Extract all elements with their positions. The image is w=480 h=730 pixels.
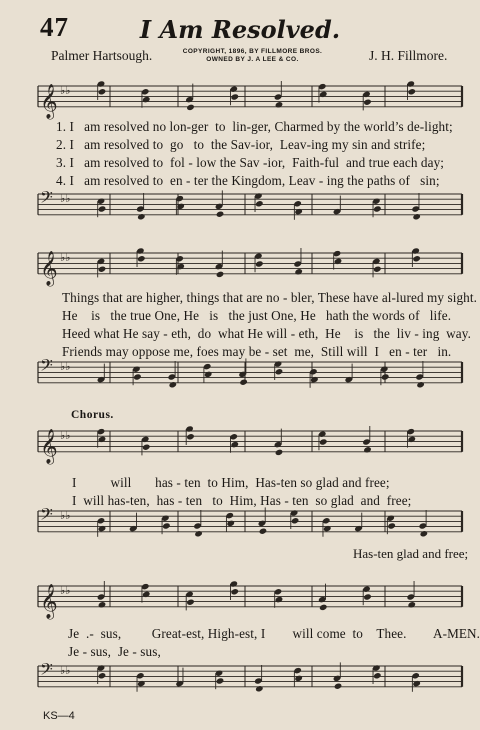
note-head (137, 213, 146, 220)
note-head (230, 441, 239, 448)
note-head (137, 255, 146, 262)
bass-clef: 𝄢 (40, 187, 53, 211)
note-head (416, 381, 425, 388)
chorus-bass-line-2: Je - sus, Je - sus, (68, 644, 161, 659)
note-head (420, 530, 429, 537)
note-head (98, 88, 107, 95)
note-head (363, 446, 372, 453)
chorus-label: Chorus. (71, 409, 114, 421)
verse-1-line-2: Things that are higher, things that are no - bler, These have al-lured my sight. (62, 290, 478, 305)
flat-key-signature: ♭♭ (60, 509, 71, 522)
note-head (334, 683, 343, 690)
note-head (323, 525, 332, 532)
note-head (142, 96, 151, 103)
staff-system-3-treble (0, 423, 480, 464)
note-head (98, 672, 107, 679)
note-head (169, 381, 178, 388)
note-head (373, 266, 382, 273)
page-footer: KS—4 (43, 710, 75, 722)
copyright-line-2: OWNED BY J. A LEE & CO. (206, 56, 299, 63)
verse-4-line-1: 4. I am resolved to en - ter the Kingdom, Leav - ing the paths of sin; (56, 173, 440, 188)
hymn-title: I Am Resolved. (139, 15, 341, 44)
bass-clef: 𝄢 (40, 355, 53, 379)
note-head (255, 200, 264, 207)
verse-2-line-2: He is the true One, He is the just One, He hath the words of life. (62, 308, 452, 323)
treble-clef: 𝄞 (40, 583, 58, 619)
composer-credit: J. H. Fillmore. (369, 48, 448, 63)
verse-3-line-2: Heed what He say - eth, do what He will - eth, He is the liv - ing way. (62, 326, 471, 341)
note-head (137, 680, 146, 687)
hymn-number: 47 (40, 12, 69, 42)
note-head (216, 271, 225, 278)
chorus-bass-line-1: I will has-ten, has - ten to Him, Has - ten so glad and free; (72, 493, 412, 508)
staff-system-4-treble (0, 578, 480, 619)
note-head (226, 520, 235, 527)
note-head (133, 373, 142, 380)
note-head (407, 436, 416, 443)
note-head (98, 205, 107, 212)
note-head (216, 677, 225, 684)
treble-clef: 𝄞 (40, 83, 58, 119)
treble-clef: 𝄞 (40, 250, 58, 286)
note-head (275, 596, 284, 603)
note-head (98, 601, 107, 608)
staff-system-1-treble (0, 76, 480, 119)
verse-2-line-1: 2. I am resolved to go to the Sav-ior, Leav-ing my sin and strife; (56, 137, 426, 152)
staff-system-2-bass (0, 352, 480, 392)
note-head (363, 99, 372, 106)
verse-3-line-1: 3. I am resolved to fol - low the Sav -ior, Faith-ful and true each day; (56, 155, 445, 170)
flat-key-signature: ♭♭ (60, 360, 71, 373)
note-head (275, 368, 284, 375)
note-head (275, 101, 284, 108)
note-head (381, 373, 390, 380)
note-head (334, 258, 343, 265)
note-head (98, 266, 107, 273)
note-head (186, 433, 195, 440)
verse-1-line-1: 1. I am resolved no lon-ger to lin-ger, Charmed by the world’s de-light; (56, 119, 453, 134)
flat-key-signature: ♭♭ (60, 192, 71, 205)
note-head (142, 591, 151, 598)
staff-system-2-treble (0, 245, 480, 286)
note-head (98, 436, 107, 443)
note-head (255, 685, 264, 692)
note-head (319, 604, 328, 611)
note-head (319, 438, 328, 445)
note-head (310, 376, 319, 383)
note-head (162, 522, 171, 529)
note-head (294, 675, 303, 682)
note-head (319, 91, 328, 98)
note-head (412, 255, 421, 262)
note-head (373, 672, 382, 679)
verse-4-line-2: Friends may oppose me, foes may be - set me, Still will I en - ter in. (62, 344, 452, 359)
note-head (255, 260, 264, 267)
copyright-line-1: COPYRIGHT, 1896, BY FILLMORE BROS. (182, 48, 323, 55)
copyright-notice (165, 48, 340, 64)
bass-clef: 𝄢 (40, 504, 53, 528)
note-head (204, 371, 213, 378)
note-head (259, 528, 268, 535)
lyricist-credit: Palmer Hartsough. (51, 48, 153, 63)
note-head (363, 593, 372, 600)
note-head (412, 680, 421, 687)
staff-system-1-bass (0, 186, 480, 222)
note-head (373, 205, 382, 212)
note-head (230, 588, 239, 595)
note-head (407, 88, 416, 95)
note-head (387, 522, 396, 529)
note-head (230, 93, 239, 100)
note-head (98, 525, 107, 532)
note-head (239, 379, 248, 386)
note-head (142, 444, 151, 451)
note-head (291, 517, 300, 524)
note-head (294, 268, 303, 275)
flat-key-signature: ♭♭ (60, 251, 71, 264)
flat-key-signature: ♭♭ (60, 84, 71, 97)
note-head (194, 530, 203, 537)
note-head (294, 208, 303, 215)
staff-system-3-bass (0, 500, 480, 542)
chorus-soprano-line-2: Je .- sus, Great-est, High-est, I will come to Thee. A-MEN. (68, 626, 480, 641)
flat-key-signature: ♭♭ (60, 584, 71, 597)
chorus-bass-cue: Has-ten glad and free; (353, 546, 469, 561)
note-head (186, 599, 195, 606)
note-head (412, 213, 421, 220)
note-head (216, 211, 225, 218)
bass-clef: 𝄢 (40, 659, 53, 683)
staff-system-4-bass (0, 655, 480, 697)
note-head (186, 104, 195, 111)
treble-clef: 𝄞 (40, 428, 58, 464)
flat-key-signature: ♭♭ (60, 664, 71, 677)
note-head (407, 601, 416, 608)
note-head (275, 449, 284, 456)
chorus-soprano-line-1: I will has - ten to Him, Has-ten so glad and free; (72, 475, 390, 490)
flat-key-signature: ♭♭ (60, 429, 71, 442)
